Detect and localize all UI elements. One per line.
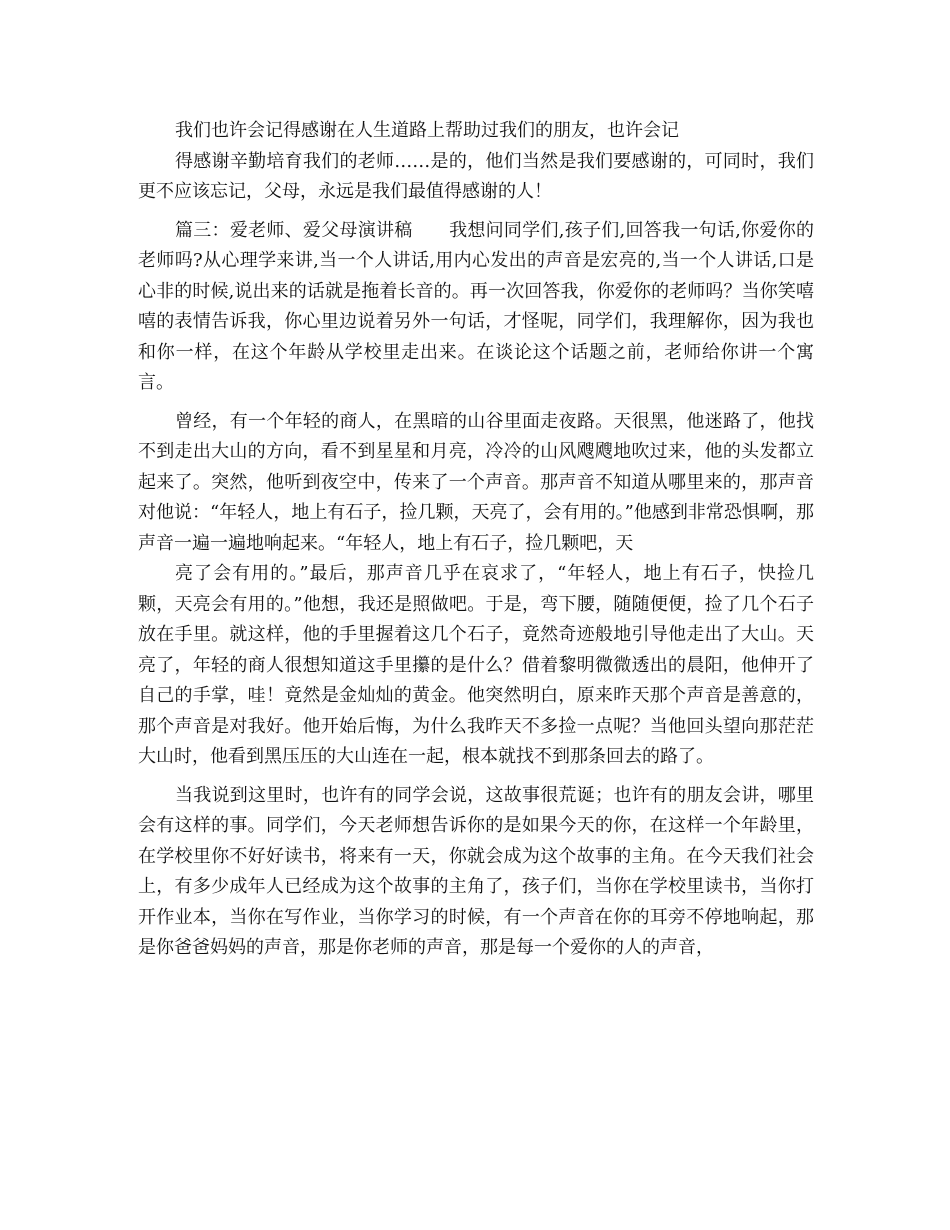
paragraph-2: 得感谢辛勤培育我们的老师……是的，他们当然是我们要感谢的，可同时，我们更不应该忘记，父母，永远是我们最值得感谢的人！	[138, 150, 814, 202]
paragraph-4: 曾经，有一个年轻的商人，在黑暗的山谷里面走夜路。天很黑，他迷路了，他找不到走出大山的方向，看不到星星和月亮，冷冷的山风飕飕地吹过来，他的头发都立起来了。突然，他听到夜空中，传来了一个声音。那声音不知道从哪里来的，那声音对他说：“年轻人，地上有石子，捡几颗，天亮了，会有用的。”他感到非常恐惧啊，那声音一遍一遍地响起来。“年轻人，地上有石子，捡几颗吧，天	[138, 410, 814, 554]
paragraph-3: 篇三：爱老师、爱父母演讲稿 我想问同学们,孩子们,回答我一句话,你爱你的老师吗?从心理学来讲,当一个人讲话,用内心发出的声音是宏亮的,当一个人讲话,口是心非的时候,说出来的话就是拖着长音的。再一次回答我，你爱你的老师吗？当你笑嘻嘻的表情告诉我，你心里边说着另外一句话，才怪呢，同学们，我理解你，因为我也和你一样，在这个年龄从学校里走出来。在谈论这个话题之前，老师给你讲一个寓言。	[138, 219, 814, 393]
paragraph-5: 亮了会有用的。”最后，那声音几乎在哀求了，“年轻人，地上有石子，快捡几颗，天亮会有用的。”他想，我还是照做吧。于是，弯下腰，随随便便，捡了几个石子放在手里。就这样，他的手里握着这几个石子，竟然奇迹般地引导他走出了大山。天亮了，年轻的商人很想知道这手里攥的是什么？借着黎明微微透出的晨阳，他伸开了自己的手掌，哇！竟然是金灿灿的黄金。他突然明白，原来昨天那个声音是善意的，那个声音是对我好。他开始后悔，为什么我昨天不多捡一点呢？当他回头望向那茫茫大山时，他看到黑压压的大山连在一起，根本就找不到那条回去的路了。	[138, 563, 814, 767]
paragraph-1: 我们也许会记得感谢在人生道路上帮助过我们的朋友，也许会记	[175, 120, 679, 141]
paragraph-6: 当我说到这里时，也许有的同学会说，这故事很荒诞；也许有的朋友会讲，哪里会有这样的事。同学们，今天老师想告诉你的是如果今天的你，在这样一个年龄里，在学校里你不好好读书，将来有一天，你就会成为这个故事的主角。在今天我们社会上，有多少成年人已经成为这个故事的主角了，孩子们，当你在学校里读书，当你打开作业本，当你在写作业，当你学习的时候，有一个声音在你的耳旁不停地响起，那是你爸爸妈妈的声音，那是你老师的声音，那是每一个爱你的人的声音，	[138, 784, 814, 958]
document-body	[138, 116, 814, 964]
